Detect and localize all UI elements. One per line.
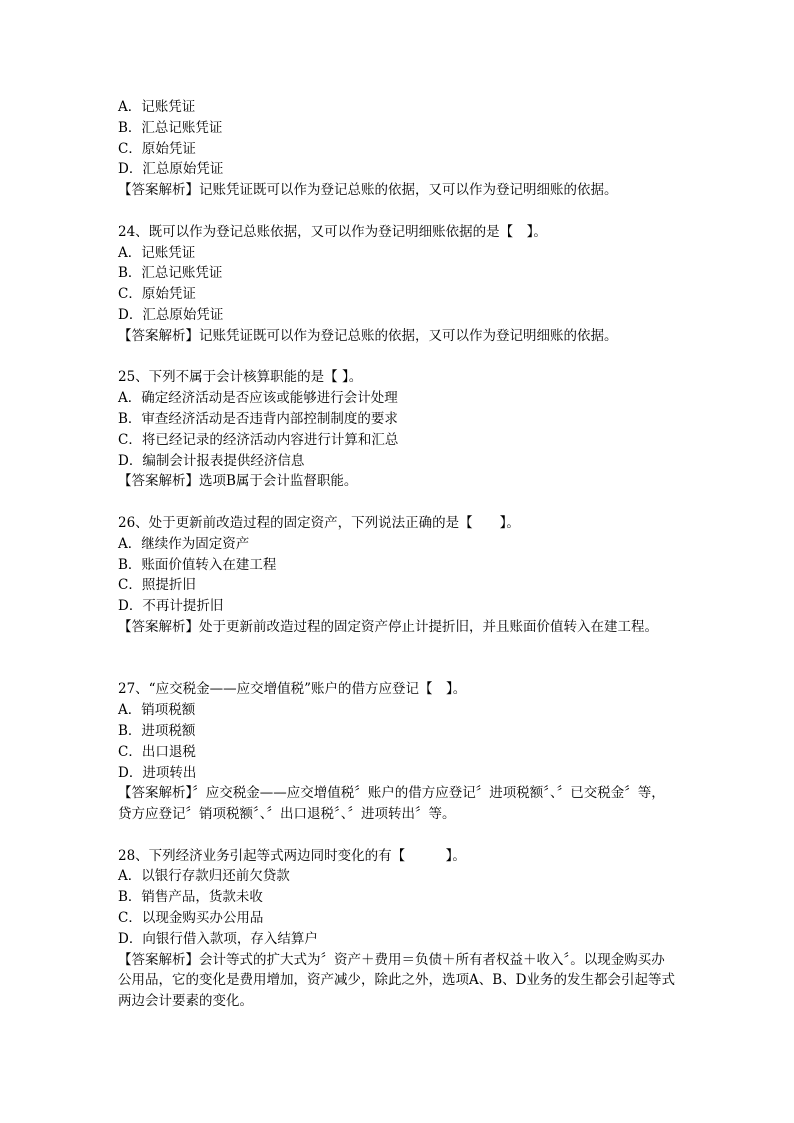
answer-analysis: 【答案解析】选项B属于会计监督职能。 [118,473,358,490]
question-text: 26、处于更新前改造过程的固定资产，下列说法正确的是【 】。 [118,514,520,531]
option-d: D．进项转出 [118,764,197,781]
question-block-25 [118,367,698,492]
answer-analysis: 【答案解析】〞应交税金——应交增值税〞账户的借方应登记〞进项税额〞、〞已交税金〞等，贷方应登记〞销项税额〞、〞出口退税〞、〞进项转出〞等。 [118,785,665,823]
option-a: A．记账凭证 [118,99,196,115]
question-block-28 [118,846,698,1012]
option-b: B．销售产品，货款未收 [118,889,263,906]
option-b: B．汇总记账凭证 [118,119,223,136]
option-c: C．原始凭证 [118,286,196,303]
option-a: A．以银行存款归还前欠贷款 [118,868,290,885]
option-d: D．编制会计报表提供经济信息 [118,452,305,469]
option-a: A．确定经济活动是否应该或能够进行会计处理 [118,390,398,407]
question-text: 28、下列经济业务引起等式两边同时变化的有【 】。 [118,847,466,864]
question-block-27 [118,679,698,825]
document-page [118,97,698,1012]
option-d: D．不再计提折旧 [118,598,224,615]
option-c: C．原始凭证 [118,140,196,157]
question-text: 25、下列不属于会计核算职能的是【 】。 [118,369,363,386]
option-d: D．向银行借入款项，存入结算户 [118,930,318,947]
option-d: D．汇总原始凭证 [118,306,224,323]
option-a: A．继续作为固定资产 [118,535,250,552]
answer-analysis: 【答案解析】记账凭证既可以作为登记总账的依据，又可以作为登记明细账的依据。 [118,327,618,344]
answer-analysis: 【答案解析】会计等式的扩大式为〞资产＋费用＝负债＋所有者权益＋收入〞。以现金购买办公用品，它的变化是费用增加，资产减少，除此之外，选项A、B、D业务的发生都会引起等式两边会计要素的变化。 [118,951,675,1010]
question-text: 24、既可以作为登记总账依据，又可以作为登记明细账依据的是【 】。 [118,223,547,240]
question-block-26 [118,513,698,638]
option-b: B．汇总记账凭证 [118,265,223,282]
option-c: C．将已经记录的经济活动内容进行计算和汇总 [118,431,399,448]
option-d: D．汇总原始凭证 [118,161,224,178]
option-a: A．记账凭证 [118,244,196,261]
question-block-23 [118,97,698,201]
question-text: 27、“应交税金——应交增值税”账户的借方应登记【 】。 [118,681,467,698]
option-c: C．照提折旧 [118,577,196,594]
answer-analysis: 【答案解析】处于更新前改造过程的固定资产停止计提折旧，并且账面价值转入在建工程。 [118,618,658,635]
option-b: B．账面价值转入在建工程 [118,556,277,573]
answer-analysis: 【答案解析】记账凭证既可以作为登记总账的依据，又可以作为登记明细账的依据。 [118,182,618,199]
option-c: C．以现金购买办公用品 [118,910,264,927]
option-b: B．审查经济活动是否违背内部控制制度的要求 [118,410,398,427]
option-a: A．销项税额 [118,702,196,719]
question-block-24 [118,222,698,347]
option-b: B．进项税额 [118,722,196,739]
option-c: C．出口退税 [118,743,196,760]
